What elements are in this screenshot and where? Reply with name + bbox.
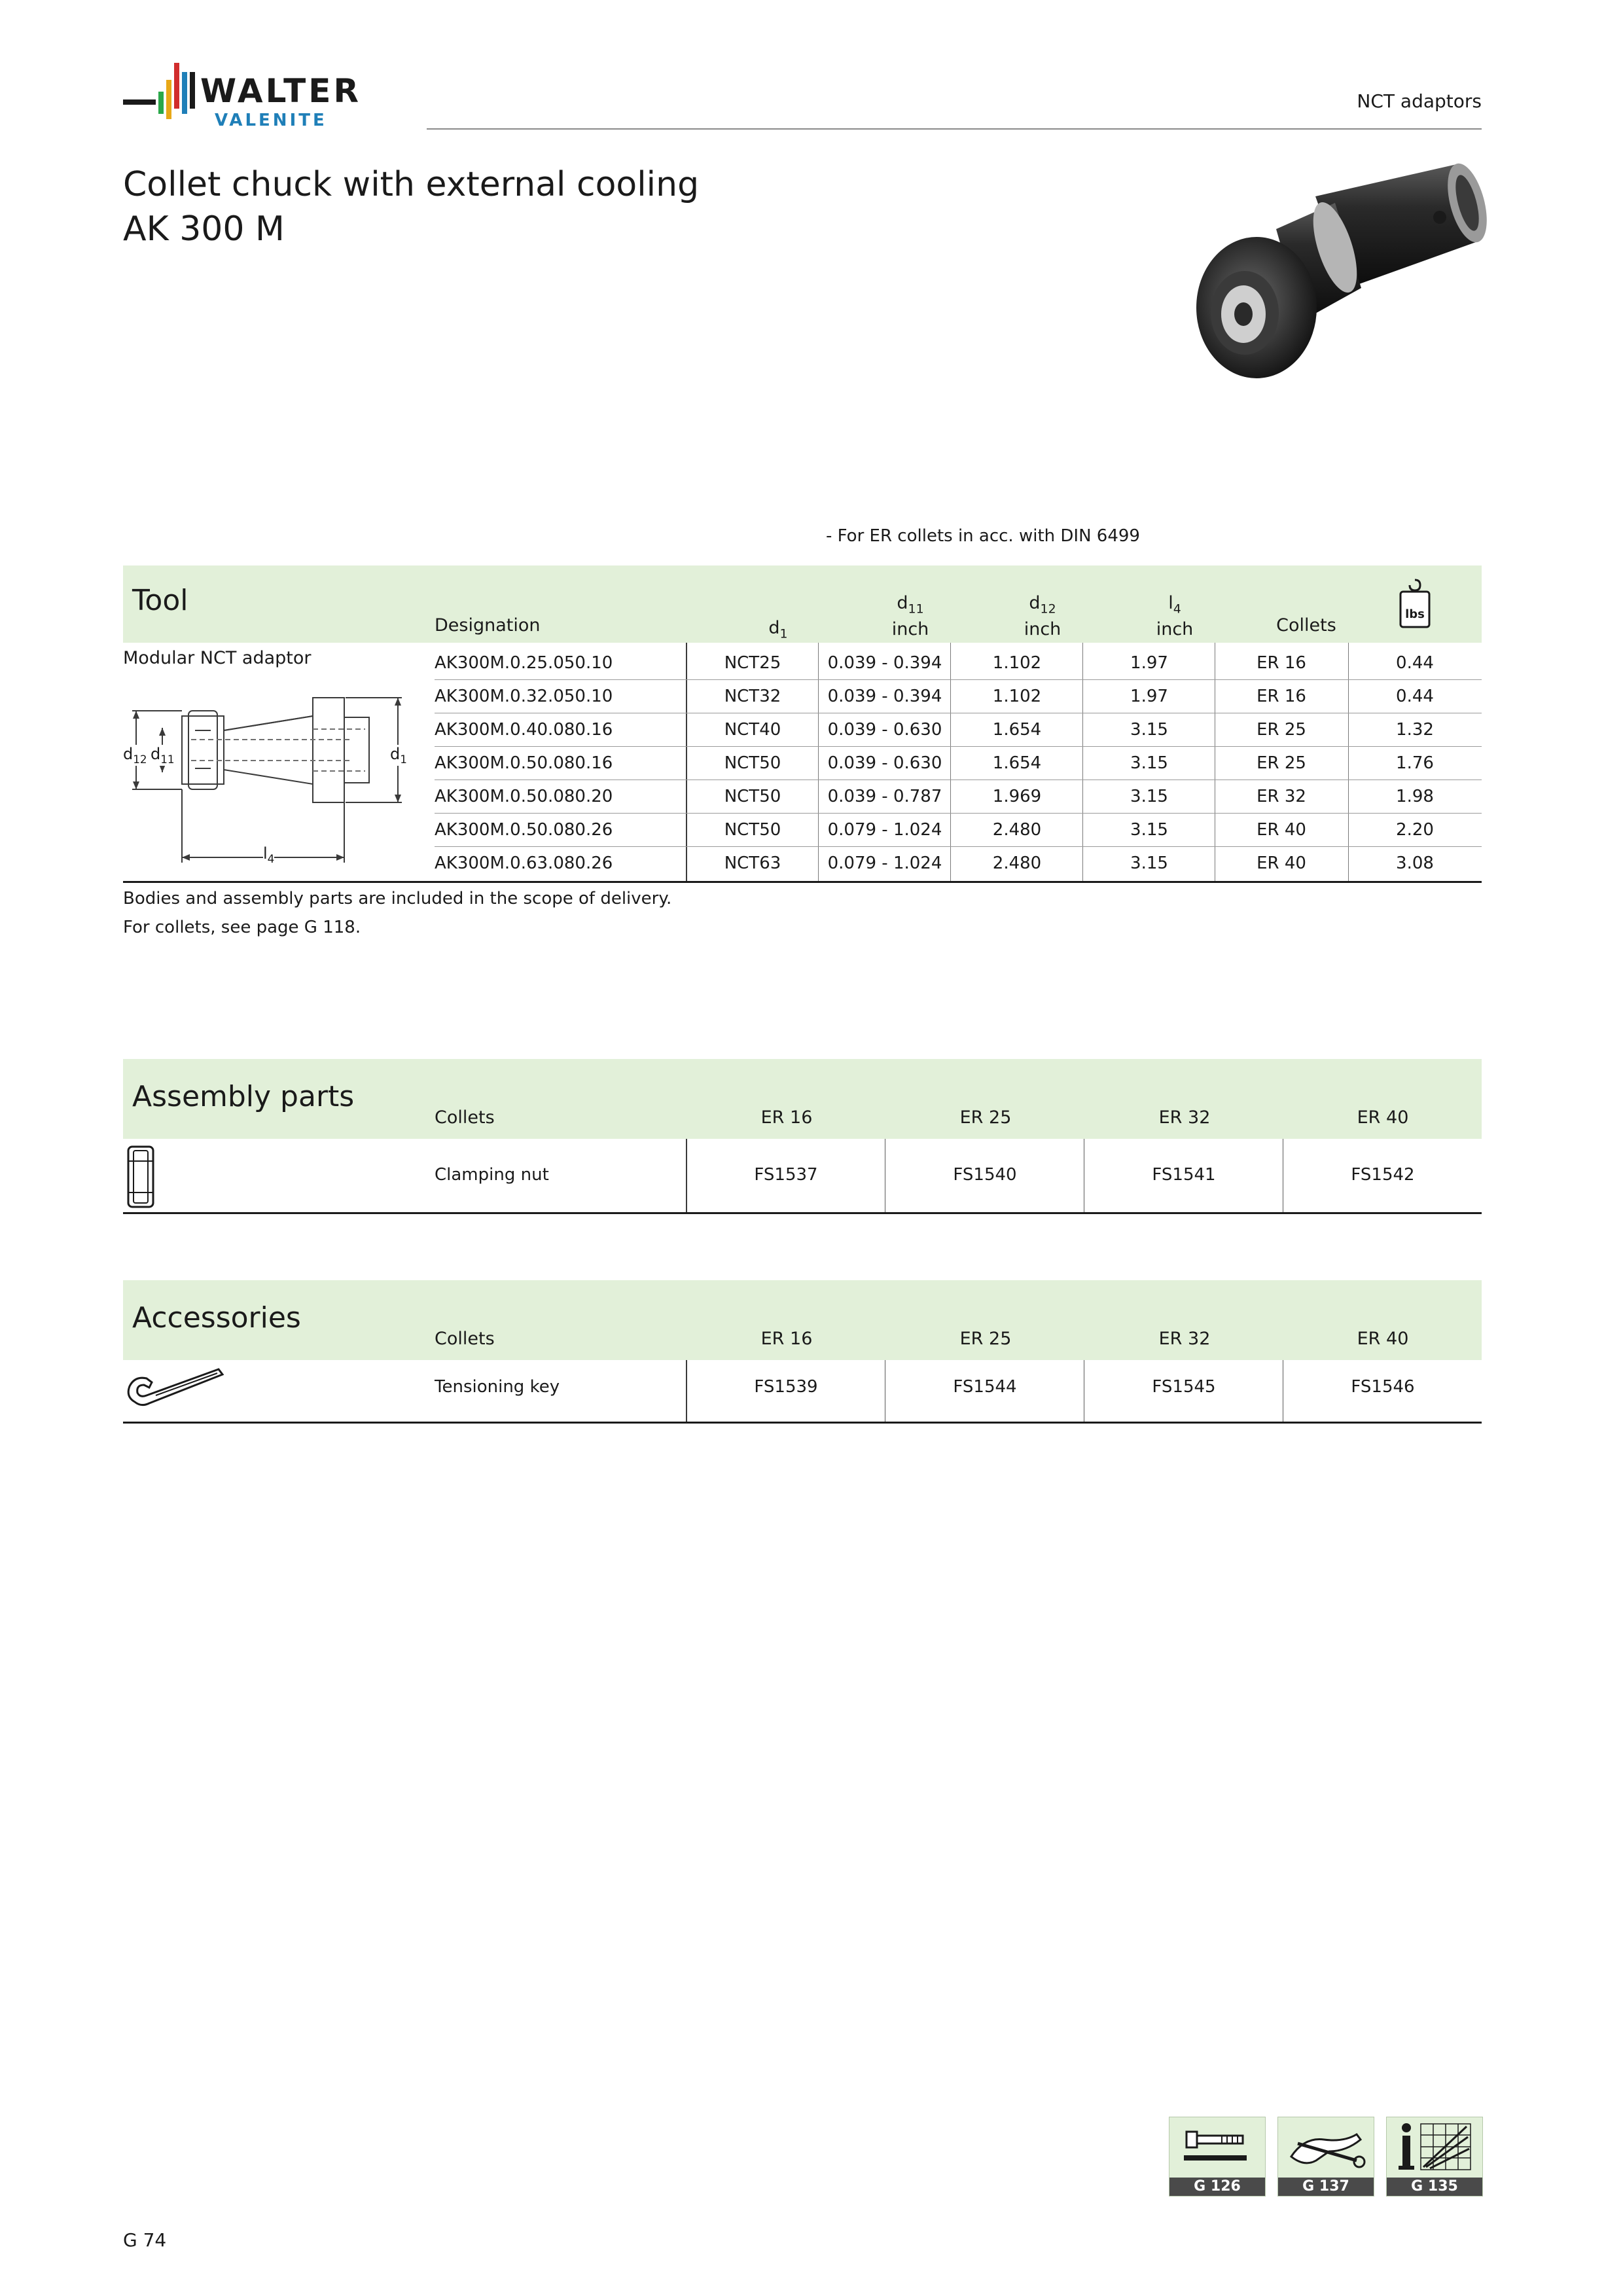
footnote-scope: Bodies and assembly parts are included in the scope of delivery. bbox=[123, 889, 672, 908]
title-line-1: Collet chuck with external cooling bbox=[123, 165, 700, 204]
assembly-col-er16: ER 16 bbox=[760, 1107, 813, 1128]
tensioning-key-icon bbox=[123, 1361, 228, 1414]
tool-section-title: Tool bbox=[132, 584, 188, 617]
col-d11: $d_{11}$ inch bbox=[891, 593, 929, 640]
assembly-col-er32: ER 32 bbox=[1158, 1107, 1211, 1128]
ref-link-bolt[interactable] bbox=[1169, 2117, 1266, 2197]
col-collets: Collets bbox=[1276, 615, 1336, 636]
assembly-section-title: Assembly parts bbox=[132, 1080, 355, 1113]
tool-header-band bbox=[123, 565, 1482, 643]
category-label: NCT adaptors bbox=[1357, 90, 1482, 112]
logo-wordmark: WALTER bbox=[200, 72, 361, 110]
collet-standard-note: - For ER collets in acc. with DIN 6499 bbox=[826, 526, 1140, 546]
col-d1: $d_1$ bbox=[768, 618, 788, 641]
accessories-col-collets: Collets bbox=[435, 1329, 495, 1349]
dim-d1-label: $d_1$ bbox=[390, 745, 407, 766]
adaptor-technical-drawing bbox=[123, 691, 424, 868]
accessories-section-title: Accessories bbox=[132, 1301, 301, 1335]
bolt-icon bbox=[1169, 2117, 1265, 2178]
dim-d11-label: $d_{11}$ bbox=[151, 745, 175, 766]
accessories-col-er32: ER 32 bbox=[1158, 1329, 1211, 1349]
walter-valenite-logo bbox=[123, 60, 398, 132]
info-chart-icon bbox=[1387, 2117, 1482, 2178]
assembly-col-er40: ER 40 bbox=[1357, 1107, 1409, 1128]
title-line-2: AK 300 M bbox=[123, 209, 285, 249]
ref-label-g126: G 126 bbox=[1169, 2178, 1265, 2196]
hand-wrench-icon bbox=[1278, 2117, 1374, 2178]
clamping-nut-icon bbox=[124, 1144, 157, 1210]
col-d12: $d_{12}$ inch bbox=[1024, 593, 1061, 640]
assembly-col-collets: Collets bbox=[435, 1107, 495, 1128]
weight-icon bbox=[1398, 577, 1432, 630]
accessories-col-er16: ER 16 bbox=[760, 1329, 813, 1349]
col-designation: Designation bbox=[435, 615, 541, 636]
ref-label-g135: G 135 bbox=[1387, 2178, 1482, 2196]
col-l4: $l_4$ inch bbox=[1156, 593, 1194, 640]
tool-side-label: Modular NCT adaptor bbox=[123, 648, 312, 668]
collet-chuck-photo bbox=[1185, 157, 1492, 406]
assembly-col-er25: ER 25 bbox=[959, 1107, 1012, 1128]
logo-bars-icon bbox=[123, 60, 202, 132]
accessories-header-band bbox=[123, 1280, 1482, 1360]
logo-subbrand: VALENITE bbox=[215, 111, 327, 130]
header-rule bbox=[427, 128, 1482, 130]
ref-link-hand-wrench[interactable] bbox=[1277, 2117, 1374, 2197]
dim-l4-label: $l_4$ bbox=[263, 844, 275, 865]
page-number: G 74 bbox=[123, 2229, 167, 2251]
assembly-header-band bbox=[123, 1059, 1482, 1139]
accessories-col-er40: ER 40 bbox=[1357, 1329, 1409, 1349]
ref-label-g137: G 137 bbox=[1278, 2178, 1374, 2196]
weight-unit: lbs bbox=[1405, 607, 1425, 621]
footnote-collets-page: For collets, see page G 118. bbox=[123, 918, 361, 937]
page-title bbox=[123, 162, 699, 251]
ref-link-info-chart[interactable] bbox=[1386, 2117, 1483, 2197]
dim-d12-label: $d_{12}$ bbox=[123, 745, 147, 766]
accessories-col-er25: ER 25 bbox=[959, 1329, 1012, 1349]
